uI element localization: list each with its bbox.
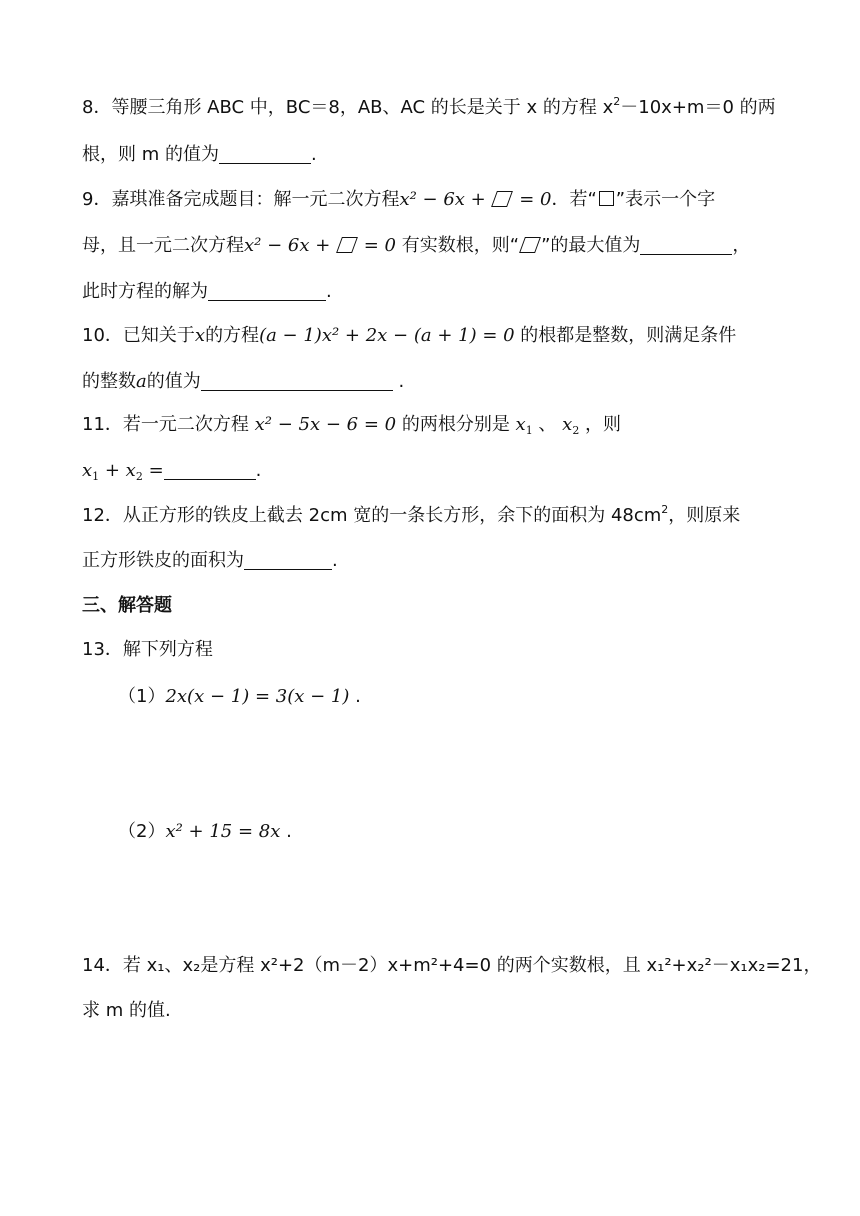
q9-line2 <box>82 234 750 258</box>
q10-text-b: 的方程 <box>205 325 260 346</box>
parallelogram-icon <box>336 237 358 253</box>
q13-p2-equation: x² + 15 = 8x <box>165 821 281 842</box>
answer-blank-q9a[interactable] <box>640 234 732 255</box>
q14-line1: 14．若 x₁、x₂是方程 x²+2（m－2）x+m²+4=0 的两个实数根，且 x₁²+x₂²－x₁x₂=21， <box>82 955 822 976</box>
q11-sum-sub2: 2 <box>135 470 143 483</box>
q9-text-c: ”表示一个字 <box>615 189 716 210</box>
q12-period: . <box>332 550 338 571</box>
q10-equation: (a − 1)x² + 2x − (a + 1) = 0 <box>259 325 515 346</box>
q10-period: . <box>392 371 405 392</box>
q12-text2: 正方形铁皮的面积为 <box>82 550 244 571</box>
square-icon <box>599 191 614 206</box>
answer-blank-q8[interactable] <box>219 143 311 164</box>
q11-equation: x² − 5x − 6 = 0 <box>254 414 397 435</box>
q11-sum-x2: + x <box>99 460 136 481</box>
q13-title: 13．解下列方程 <box>82 639 213 660</box>
q11-line1 <box>82 413 621 437</box>
q13-p1-end: . <box>349 686 361 707</box>
q12-line1 <box>82 504 740 528</box>
q11-x1-sub: 1 <box>525 424 533 437</box>
q8-text-end: －10x+m＝0 的两 <box>620 97 776 118</box>
q9-comma: ， <box>732 235 751 256</box>
q9-eq2-zero: = 0 <box>358 235 397 256</box>
q11-text-c: ，则 <box>579 414 622 435</box>
answer-blank-q9b[interactable] <box>208 280 326 301</box>
q11-sep: 、 <box>532 414 563 435</box>
q13-p2-label: （2） <box>118 821 166 842</box>
q11-text-b: 的两根分别是 <box>396 414 516 435</box>
q10-var-a: a <box>136 371 147 392</box>
section-heading: 三、解答题 <box>82 595 172 616</box>
q8-line2 <box>82 143 317 167</box>
q12-text: 12．从正方形的铁皮上截去 2cm 宽的一条长方形，余下的面积为 48cm <box>82 505 662 526</box>
q9-equation2: x² − 6x + <box>244 235 337 256</box>
q10-text2-a: 的整数 <box>82 371 136 392</box>
answer-blank-q11[interactable] <box>164 459 256 480</box>
q9-text-a: 9．嘉琪准备完成题目：解一元二次方程 <box>82 189 400 210</box>
q9-text2-b: 有实数根，则“ <box>396 235 520 256</box>
parallelogram-icon <box>519 237 541 253</box>
answer-blank-q12[interactable] <box>244 549 332 570</box>
answer-blank-q10[interactable] <box>201 370 393 391</box>
q11-text-a: 11．若一元二次方程 <box>82 414 255 435</box>
q11-sum-x1: x <box>82 460 93 481</box>
q10-line2 <box>82 370 404 394</box>
q10-text2-b: 的值为 <box>146 371 201 392</box>
q11-sum-sub1: 1 <box>92 470 100 483</box>
q9-period: . <box>326 281 332 302</box>
q12-text-end: ，则原来 <box>668 505 741 526</box>
q11-x1: x <box>515 414 526 435</box>
q11-x2-sub: 2 <box>572 424 580 437</box>
q9-text-b: ．若“ <box>551 189 597 210</box>
q11-period: . <box>255 460 262 481</box>
q14-line2: 求 m 的值. <box>82 1000 171 1021</box>
q13-p1-label: （1） <box>118 686 166 707</box>
q8-text: 8．等腰三角形 ABC 中，BC＝8，AB、AC 的长是关于 x 的方程 x <box>82 97 614 118</box>
q13-p1-equation: 2x(x − 1) = 3(x − 1) <box>165 686 350 707</box>
q9-text2-a: 母，且一元二次方程 <box>82 235 244 256</box>
parallelogram-icon <box>492 191 514 207</box>
q9-equation: x² − 6x + <box>399 189 492 210</box>
q10-text-c: 的根都是整数，则满足条件 <box>514 325 737 346</box>
q8-period: . <box>310 144 317 165</box>
q8-line1 <box>82 96 776 120</box>
q11-x2: x <box>562 414 573 435</box>
q11-line2 <box>82 459 261 483</box>
q9-line3 <box>82 280 332 304</box>
q9-eq-zero: = 0 <box>513 189 552 210</box>
q10-text-a: 10．已知关于 <box>82 325 195 346</box>
q11-equals: = <box>142 460 164 481</box>
q10-line1 <box>82 324 736 348</box>
q13-part1 <box>118 685 361 709</box>
q9-text3: 此时方程的解为 <box>82 281 208 302</box>
q12-sup: 2 <box>661 503 669 516</box>
q13-part2 <box>118 820 292 844</box>
q9-line1 <box>82 188 715 212</box>
q8-text2: 根，则 m 的值为 <box>82 144 219 165</box>
q13-p2-end: . <box>280 821 292 842</box>
q10-var-x: x <box>194 325 206 346</box>
q12-line2 <box>82 549 338 573</box>
q8-sup: 2 <box>613 95 621 108</box>
q9-text2-c: ”的最大值为 <box>541 235 641 256</box>
